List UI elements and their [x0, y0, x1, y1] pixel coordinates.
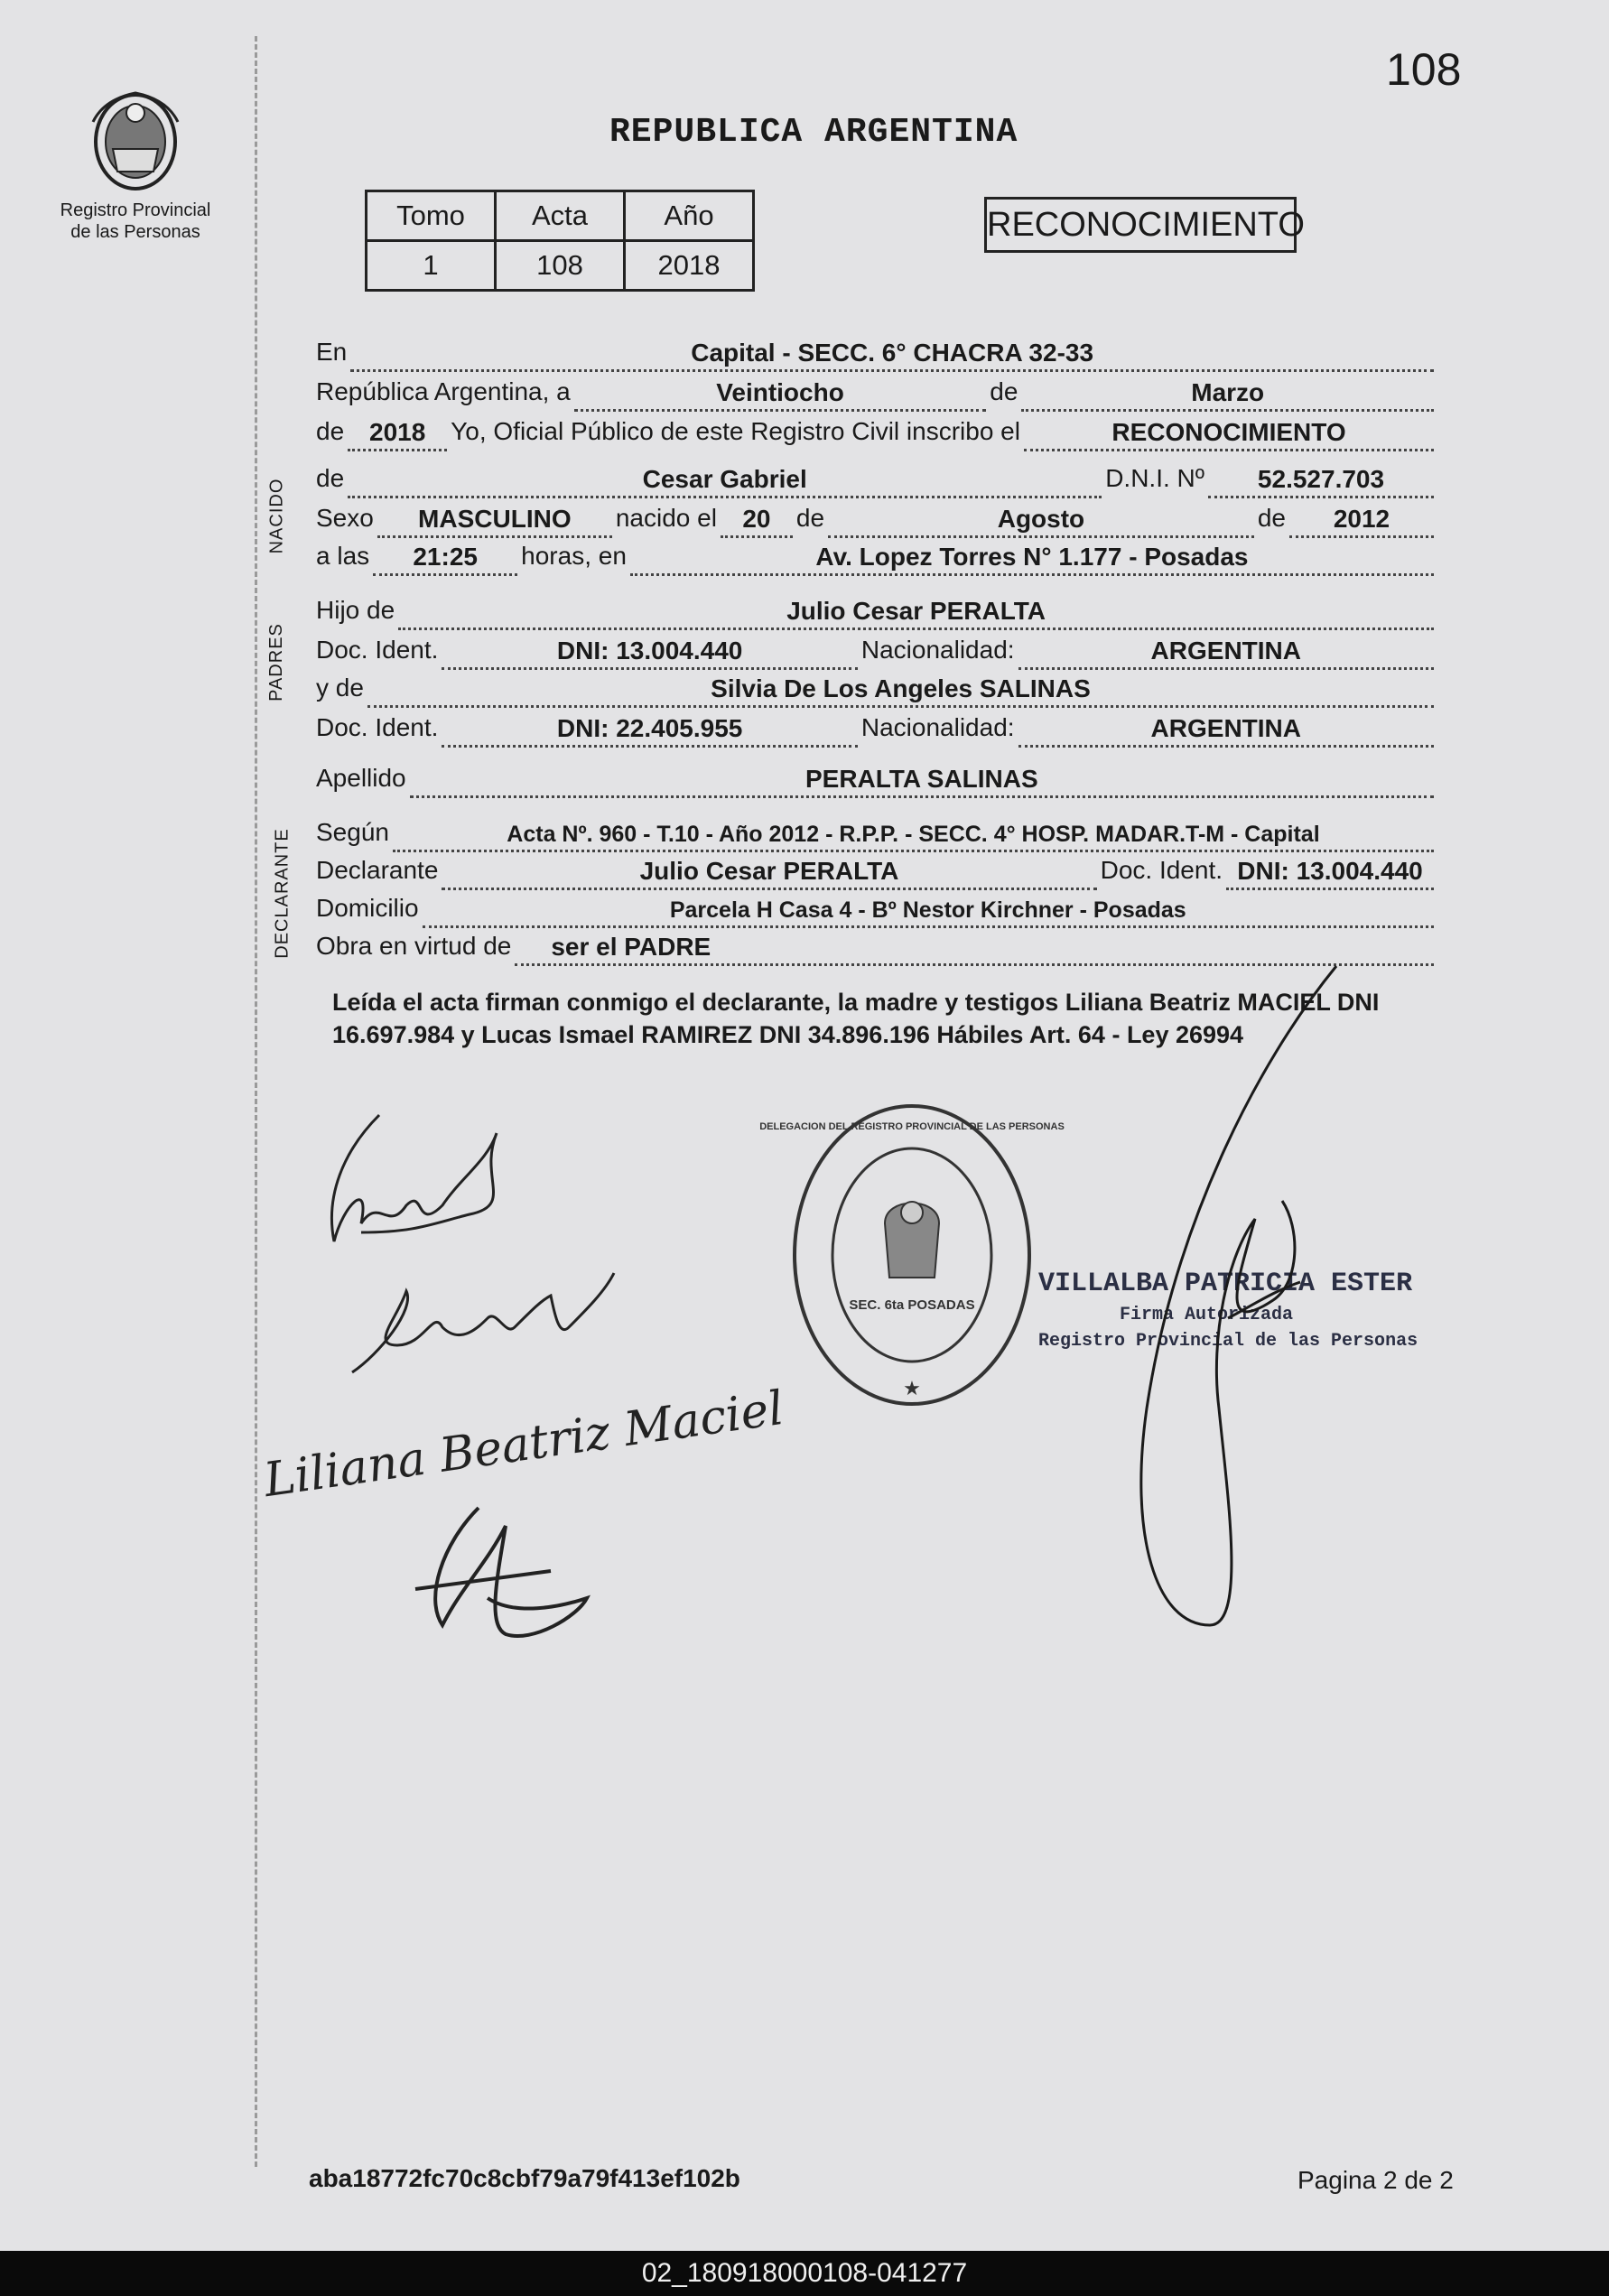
field-nac-dia: 20	[721, 499, 793, 538]
label-apellido: Apellido	[316, 764, 406, 792]
field-apellido: PERALTA SALINAS	[410, 759, 1434, 798]
row-nombre	[316, 462, 1437, 498]
row-apellido	[316, 762, 1437, 798]
authority-name: VILLALBA PATRICIA ESTER	[1038, 1269, 1413, 1299]
label-nacionalidad: Nacionalidad:	[860, 636, 1015, 664]
row-lugar	[316, 336, 1437, 372]
stamp-ring-text: DELEGACION DEL REGISTRO PROVINCIAL DE LAS PERSONAS	[759, 1121, 1065, 1132]
field-nac-mes: Agosto	[828, 499, 1254, 538]
field-padre: Julio Cesar PERALTA	[398, 591, 1434, 630]
field-mes: Marzo	[1021, 373, 1434, 412]
field-padre-doc: DNI: 13.004.440	[442, 631, 857, 670]
field-dia: Veintiocho	[574, 373, 987, 412]
official-stamp	[759, 1097, 1065, 1413]
field-domicilio: Parcela H Casa 4 - Bº Nestor Kirchner - Posadas	[423, 889, 1434, 928]
label-declarante: Declarante	[316, 856, 439, 884]
table-cell: 108	[496, 241, 625, 291]
field-acto: RECONOCIMIENTO	[1024, 413, 1434, 451]
field-nac-anio: 2012	[1289, 499, 1434, 538]
side-label-padres: PADRES	[265, 623, 286, 702]
field-nombre: Cesar Gabriel	[348, 460, 1102, 498]
label-de: de	[1257, 504, 1286, 532]
table-cell: 2018	[625, 241, 754, 291]
table-header: Tomo	[367, 191, 496, 241]
label-de: de	[795, 504, 825, 532]
signature-declarant	[307, 1097, 524, 1278]
table-header: Acta	[496, 191, 625, 241]
row-madre-doc	[316, 711, 1437, 748]
field-hora: 21:25	[373, 537, 517, 576]
coat-of-arms-icon	[86, 86, 185, 194]
field-madre: Silvia De Los Angeles SALINAS	[367, 669, 1434, 708]
field-padre-nac: ARGENTINA	[1018, 631, 1434, 670]
table-header: Año	[625, 191, 754, 241]
field-madre-doc: DNI: 22.405.955	[442, 709, 857, 748]
logo-caption-line2: de las Personas	[70, 222, 200, 242]
closing-text: Leída el acta firman conmigo el declarante, la madre y testigos Liliana Beatriz MACIEL DNI 16.697.984 y Lucas Ismael RAMIREZ DNI 34.896.196 Hábiles Art. 64 - Ley 26994	[332, 989, 1380, 1048]
side-label-declarante: DECLARANTE	[272, 828, 293, 959]
field-lugar-nac: Av. Lopez Torres N° 1.177 - Posadas	[630, 537, 1434, 576]
document-type-box: RECONOCIMIENTO	[984, 197, 1297, 253]
label-nacionalidad: Nacionalidad:	[860, 713, 1015, 741]
field-lugar: Capital - SECC. 6° CHACRA 32-33	[350, 333, 1434, 372]
label-sexo: Sexo	[316, 504, 374, 532]
page-number: 108	[1386, 44, 1462, 95]
registry-logo	[45, 86, 226, 242]
label-horas-en: horas, en	[521, 542, 627, 570]
table-row	[367, 241, 754, 291]
field-sexo: MASCULINO	[377, 499, 612, 538]
field-declarante: Julio Cesar PERALTA	[442, 851, 1096, 890]
row-fecha	[316, 376, 1437, 412]
field-segun: Acta Nº. 960 - T.10 - Año 2012 - R.P.P. - SECC. 4° HOSP. MADAR.T-M - Capital	[393, 813, 1434, 852]
row-padre-doc	[316, 634, 1437, 670]
file-id-bar: 02_180918000108-041277	[0, 2251, 1609, 2296]
document-hash: aba18772fc70c8cbf79a79f413ef102b	[309, 2164, 740, 2192]
label-en: En	[316, 338, 348, 366]
side-label-nacido: NACIDO	[266, 478, 287, 554]
row-declarante	[316, 854, 1437, 890]
table-cell: 1	[367, 241, 496, 291]
label-a-las: a las	[316, 542, 370, 570]
label-doc-ident: Doc. Ident.	[316, 713, 439, 741]
label-segun: Según	[316, 818, 389, 846]
label-obra: Obra en virtud de	[316, 932, 512, 960]
label-de: de	[990, 377, 1018, 405]
signature-officer	[1120, 957, 1354, 1643]
row-acto	[316, 415, 1437, 451]
margin-line	[255, 36, 257, 2167]
label-y-de: y de	[316, 674, 364, 702]
label-republica: República Argentina, a	[316, 377, 571, 405]
page-counter: Pagina 2 de 2	[1297, 2166, 1454, 2194]
label-hijo-de: Hijo de	[316, 596, 395, 624]
row-domicilio	[316, 892, 1437, 928]
field-obra: ser el PADRE	[515, 927, 1434, 966]
star-icon: ★	[903, 1377, 921, 1399]
logo-caption-line1: Registro Provincial	[60, 200, 211, 220]
label-de: de	[316, 417, 345, 445]
label-nacido-el: nacido el	[615, 504, 717, 532]
row-segun	[316, 816, 1437, 852]
row-sexo	[316, 502, 1437, 538]
label-domicilio: Domicilio	[316, 894, 419, 922]
registry-table	[365, 190, 755, 292]
signature-witness-handwritten: Liliana Beatriz Maciel	[260, 1380, 787, 1509]
row-padre	[316, 594, 1437, 630]
label-dni: D.N.I. Nº	[1105, 464, 1204, 492]
row-madre	[316, 672, 1437, 708]
label-doc-ident: Doc. Ident.	[316, 636, 439, 664]
field-dni: 52.527.703	[1208, 460, 1434, 498]
authority-role: Firma Autorizada	[1120, 1305, 1294, 1325]
signature-witness-2	[406, 1490, 605, 1688]
table-header-row	[367, 191, 754, 241]
label-yo-oficial: Yo, Oficial Público de este Registro Civil inscribo el	[451, 417, 1020, 445]
row-hora	[316, 540, 1437, 576]
signature-witness-initials	[343, 1255, 632, 1381]
label-doc-ident: Doc. Ident.	[1100, 856, 1223, 884]
authority-office: Registro Provincial de las Personas	[1038, 1331, 1418, 1352]
label-de: de	[316, 464, 345, 492]
field-madre-nac: ARGENTINA	[1018, 709, 1434, 748]
stamp-inner-text: SEC. 6ta POSADAS	[849, 1297, 975, 1313]
page-title: REPUBLICA ARGENTINA	[609, 113, 1018, 152]
field-anio: 2018	[348, 413, 447, 451]
field-declarante-doc: DNI: 13.004.440	[1226, 851, 1434, 890]
